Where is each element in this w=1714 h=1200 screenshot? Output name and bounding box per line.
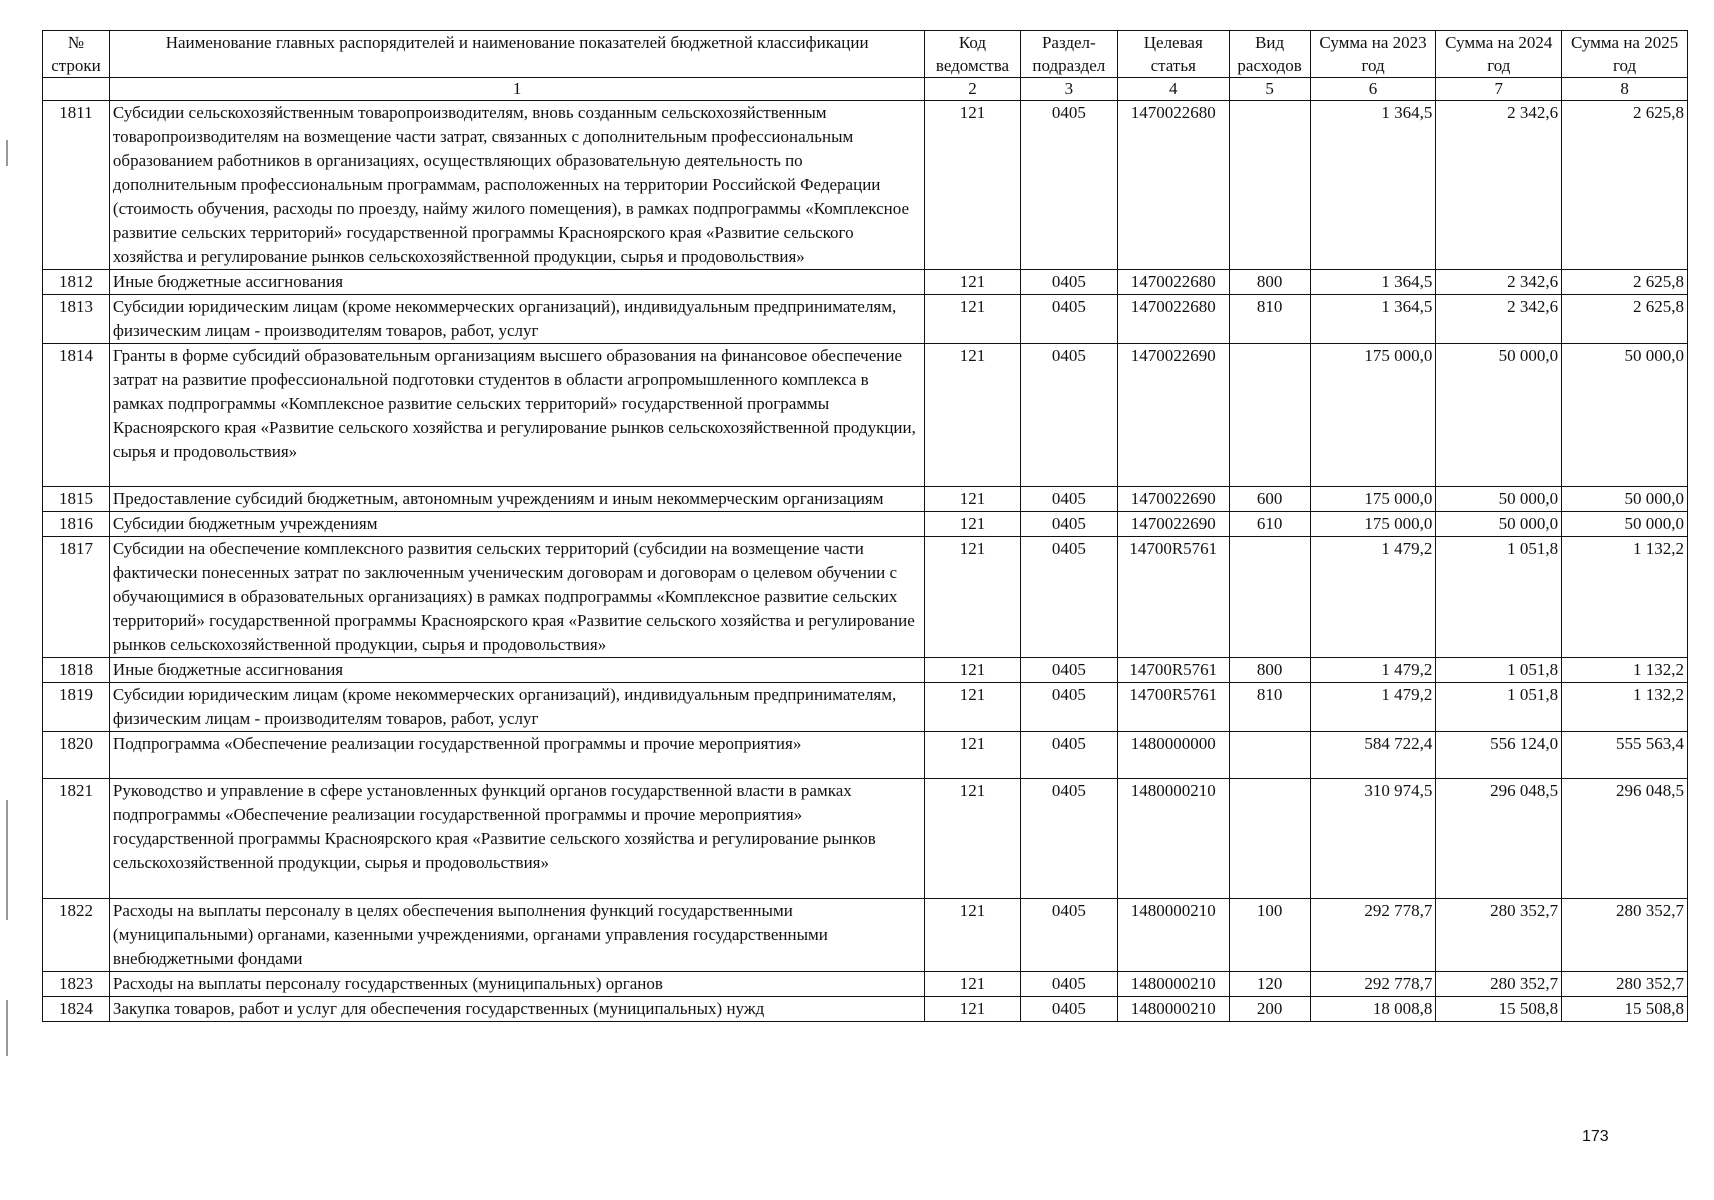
row-expense-type: [1229, 344, 1310, 487]
row-sum-2023: 175 000,0: [1310, 344, 1436, 487]
row-name: Субсидии юридическим лицам (кроме некоммерческих организаций), индивидуальным предпринимателям, физическим лицам - производителям товаров, работ, услуг: [109, 295, 924, 344]
column-number: 4: [1118, 78, 1230, 101]
table-row: [43, 997, 1688, 1022]
row-number: 1820: [43, 732, 110, 779]
row-sum-2024: 1 051,8: [1436, 658, 1562, 683]
table-row: [43, 344, 1688, 487]
row-target: 1470022690: [1118, 344, 1230, 487]
row-sum-2023: 1 364,5: [1310, 101, 1436, 270]
row-sum-2023: 18 008,8: [1310, 997, 1436, 1022]
header-row: [43, 31, 1688, 78]
row-expense-type: 610: [1229, 512, 1310, 537]
row-sum-2024: 2 342,6: [1436, 101, 1562, 270]
row-name: Закупка товаров, работ и услуг для обеспечения государственных (муниципальных) нужд: [109, 997, 924, 1022]
row-expense-type: 810: [1229, 295, 1310, 344]
row-sum-2025: 15 508,8: [1562, 997, 1688, 1022]
scan-margin-mark: [6, 140, 8, 166]
row-dept-code: 121: [925, 101, 1020, 270]
column-number: 5: [1229, 78, 1310, 101]
budget-sheet: [42, 30, 1688, 1022]
row-sum-2023: 1 364,5: [1310, 270, 1436, 295]
row-target: 1480000210: [1118, 899, 1230, 972]
table-row: [43, 972, 1688, 997]
row-expense-type: 200: [1229, 997, 1310, 1022]
row-sum-2024: 2 342,6: [1436, 295, 1562, 344]
column-number: 7: [1436, 78, 1562, 101]
row-sum-2023: 175 000,0: [1310, 487, 1436, 512]
row-section: 0405: [1020, 537, 1117, 658]
row-dept-code: 121: [925, 732, 1020, 779]
header-sum-2024: Сумма на 2024 год: [1436, 31, 1562, 78]
table-row: [43, 101, 1688, 270]
row-sum-2025: 50 000,0: [1562, 487, 1688, 512]
header-sum-2025: Сумма на 2025 год: [1562, 31, 1688, 78]
row-expense-type: [1229, 537, 1310, 658]
row-name: Расходы на выплаты персоналу государственных (муниципальных) органов: [109, 972, 924, 997]
row-number: 1812: [43, 270, 110, 295]
row-number: 1817: [43, 537, 110, 658]
row-number: 1821: [43, 779, 110, 899]
table-row: [43, 899, 1688, 972]
row-name: Подпрограмма «Обеспечение реализации государственной программы и прочие мероприятия»: [109, 732, 924, 779]
row-expense-type: 800: [1229, 270, 1310, 295]
row-number: 1816: [43, 512, 110, 537]
table-row: [43, 512, 1688, 537]
page-number: 173: [1582, 1128, 1609, 1145]
row-number: 1815: [43, 487, 110, 512]
column-number: 1: [109, 78, 924, 101]
table-row: [43, 658, 1688, 683]
row-section: 0405: [1020, 270, 1117, 295]
row-sum-2024: 556 124,0: [1436, 732, 1562, 779]
row-name: Иные бюджетные ассигнования: [109, 658, 924, 683]
row-dept-code: 121: [925, 537, 1020, 658]
row-sum-2023: 1 364,5: [1310, 295, 1436, 344]
table-body: [43, 101, 1688, 1022]
row-target: 1470022680: [1118, 270, 1230, 295]
row-dept-code: 121: [925, 683, 1020, 732]
row-name: Иные бюджетные ассигнования: [109, 270, 924, 295]
header-section: Раздел-подраздел: [1020, 31, 1117, 78]
header-expense-type: Вид расходов: [1229, 31, 1310, 78]
row-target: 1480000210: [1118, 972, 1230, 997]
row-name: Субсидии сельскохозяйственным товаропроизводителям, вновь созданным сельскохозяйственным товаропроизводителям на возмещение части затрат, связанных с дополнительным профессиональным образованием работников в организациях, осуществляющих образовательную деятельность по дополнительным профессиональным программам, расположенных на территории Российской Федерации (стоимость обучения, расходы по проезду, найму жилого помещения), в рамках подпрограммы «Комплексное развитие сельских территорий» государственной программы Красноярского края «Развитие сельского хозяйства и регулирование рынков сельскохозяйственной продукции, сырья и продовольствия»: [109, 101, 924, 270]
row-name: Субсидии на обеспечение комплексного развития сельских территорий (субсидии на возмещение части фактически понесенных затрат по заключенным ученическим договорам и договорам о целевом обучении с обучающимися в образовательных организациях) в рамках подпрограммы «Комплексное развитие сельских территорий» государственной программы Красноярского края «Развитие сельского хозяйства и регулирование рынков сельскохозяйственной продукции, сырья и продовольствия»: [109, 537, 924, 658]
row-section: 0405: [1020, 512, 1117, 537]
row-target: 14700R5761: [1118, 683, 1230, 732]
table-row: [43, 537, 1688, 658]
row-section: 0405: [1020, 997, 1117, 1022]
row-sum-2023: 310 974,5: [1310, 779, 1436, 899]
row-sum-2023: 292 778,7: [1310, 899, 1436, 972]
row-section: 0405: [1020, 658, 1117, 683]
row-sum-2025: 1 132,2: [1562, 537, 1688, 658]
row-dept-code: 121: [925, 997, 1020, 1022]
header-name: Наименование главных распорядителей и наименование показателей бюджетной классификации: [109, 31, 924, 78]
column-number: 8: [1562, 78, 1688, 101]
row-dept-code: 121: [925, 344, 1020, 487]
row-name: Руководство и управление в сфере установленных функций органов государственной власти в рамках подпрограммы «Обеспечение реализации государственной программы и прочие мероприятия» государственной программы Красноярского края «Развитие сельского хозяйства и регулирование рынков сельскохозяйственной продукции, сырья и продовольствия»: [109, 779, 924, 899]
row-sum-2023: 1 479,2: [1310, 537, 1436, 658]
row-target: 1480000210: [1118, 997, 1230, 1022]
row-number: 1819: [43, 683, 110, 732]
table-row: [43, 779, 1688, 899]
row-sum-2025: 296 048,5: [1562, 779, 1688, 899]
column-number-row: [43, 78, 1688, 101]
row-section: 0405: [1020, 344, 1117, 487]
row-sum-2023: 584 722,4: [1310, 732, 1436, 779]
row-number: 1814: [43, 344, 110, 487]
row-sum-2025: 1 132,2: [1562, 683, 1688, 732]
row-target: 1480000000: [1118, 732, 1230, 779]
row-name: Гранты в форме субсидий образовательным организациям высшего образования на финансовое обеспечение затрат на развитие профессиональной подготовки студентов в области агропромышленного комплекса в рамках подпрограммы «Комплексное развитие сельских территорий» государственной программы Красноярского края «Развитие сельского хозяйства и регулирование рынков сельскохозяйственной продукции, сырья и продовольствия»: [109, 344, 924, 487]
header-sum-2023: Сумма на 2023 год: [1310, 31, 1436, 78]
row-dept-code: 121: [925, 899, 1020, 972]
column-number: [43, 78, 110, 101]
row-dept-code: 121: [925, 779, 1020, 899]
row-number: 1822: [43, 899, 110, 972]
row-target: 1470022690: [1118, 512, 1230, 537]
row-sum-2023: 175 000,0: [1310, 512, 1436, 537]
row-sum-2024: 50 000,0: [1436, 512, 1562, 537]
row-sum-2025: 50 000,0: [1562, 344, 1688, 487]
scan-margin-mark: [6, 800, 8, 920]
row-number: 1811: [43, 101, 110, 270]
column-number: 3: [1020, 78, 1117, 101]
row-sum-2024: 2 342,6: [1436, 270, 1562, 295]
row-sum-2024: 280 352,7: [1436, 972, 1562, 997]
row-sum-2025: 1 132,2: [1562, 658, 1688, 683]
row-sum-2024: 1 051,8: [1436, 683, 1562, 732]
table-row: [43, 683, 1688, 732]
row-expense-type: 120: [1229, 972, 1310, 997]
row-section: 0405: [1020, 295, 1117, 344]
row-target: 1470022690: [1118, 487, 1230, 512]
row-section: 0405: [1020, 732, 1117, 779]
row-expense-type: [1229, 779, 1310, 899]
row-sum-2025: 555 563,4: [1562, 732, 1688, 779]
row-number: 1824: [43, 997, 110, 1022]
row-sum-2024: 280 352,7: [1436, 899, 1562, 972]
column-number: 2: [925, 78, 1020, 101]
table-row: [43, 487, 1688, 512]
row-expense-type: 100: [1229, 899, 1310, 972]
row-name: Предоставление субсидий бюджетным, автономным учреждениям и иным некоммерческим организациям: [109, 487, 924, 512]
table-row: [43, 732, 1688, 779]
row-expense-type: [1229, 101, 1310, 270]
row-sum-2024: 15 508,8: [1436, 997, 1562, 1022]
row-expense-type: [1229, 732, 1310, 779]
row-sum-2023: 1 479,2: [1310, 683, 1436, 732]
row-target: 14700R5761: [1118, 658, 1230, 683]
table-row: [43, 295, 1688, 344]
row-sum-2024: 50 000,0: [1436, 487, 1562, 512]
row-dept-code: 121: [925, 658, 1020, 683]
row-number: 1813: [43, 295, 110, 344]
row-sum-2025: 2 625,8: [1562, 270, 1688, 295]
scan-margin-mark: [6, 1000, 8, 1056]
header-row-no: № строки: [43, 31, 110, 78]
row-name: Расходы на выплаты персоналу в целях обеспечения выполнения функций государственными (муниципальными) органами, казенными учреждениями, органами управления государственными внебюджетными фондами: [109, 899, 924, 972]
row-dept-code: 121: [925, 487, 1020, 512]
row-sum-2025: 2 625,8: [1562, 101, 1688, 270]
row-target: 14700R5761: [1118, 537, 1230, 658]
row-expense-type: 600: [1229, 487, 1310, 512]
row-expense-type: 800: [1229, 658, 1310, 683]
budget-table: [42, 30, 1688, 1022]
row-section: 0405: [1020, 101, 1117, 270]
row-sum-2025: 280 352,7: [1562, 899, 1688, 972]
row-section: 0405: [1020, 972, 1117, 997]
row-section: 0405: [1020, 487, 1117, 512]
header-dept-code: Код ведомства: [925, 31, 1020, 78]
row-target: 1470022680: [1118, 101, 1230, 270]
row-number: 1818: [43, 658, 110, 683]
row-dept-code: 121: [925, 972, 1020, 997]
row-section: 0405: [1020, 683, 1117, 732]
row-name: Субсидии юридическим лицам (кроме некоммерческих организаций), индивидуальным предпринимателям, физическим лицам - производителям товаров, работ, услуг: [109, 683, 924, 732]
row-sum-2025: 280 352,7: [1562, 972, 1688, 997]
row-sum-2023: 292 778,7: [1310, 972, 1436, 997]
row-section: 0405: [1020, 779, 1117, 899]
row-sum-2025: 2 625,8: [1562, 295, 1688, 344]
row-dept-code: 121: [925, 295, 1020, 344]
row-target: 1470022680: [1118, 295, 1230, 344]
row-sum-2024: 1 051,8: [1436, 537, 1562, 658]
row-sum-2023: 1 479,2: [1310, 658, 1436, 683]
header-target: Целевая статья: [1118, 31, 1230, 78]
row-section: 0405: [1020, 899, 1117, 972]
row-name: Субсидии бюджетным учреждениям: [109, 512, 924, 537]
row-sum-2024: 296 048,5: [1436, 779, 1562, 899]
row-dept-code: 121: [925, 270, 1020, 295]
row-dept-code: 121: [925, 512, 1020, 537]
row-expense-type: 810: [1229, 683, 1310, 732]
row-target: 1480000210: [1118, 779, 1230, 899]
column-number: 6: [1310, 78, 1436, 101]
row-sum-2024: 50 000,0: [1436, 344, 1562, 487]
row-sum-2025: 50 000,0: [1562, 512, 1688, 537]
row-number: 1823: [43, 972, 110, 997]
table-row: [43, 270, 1688, 295]
